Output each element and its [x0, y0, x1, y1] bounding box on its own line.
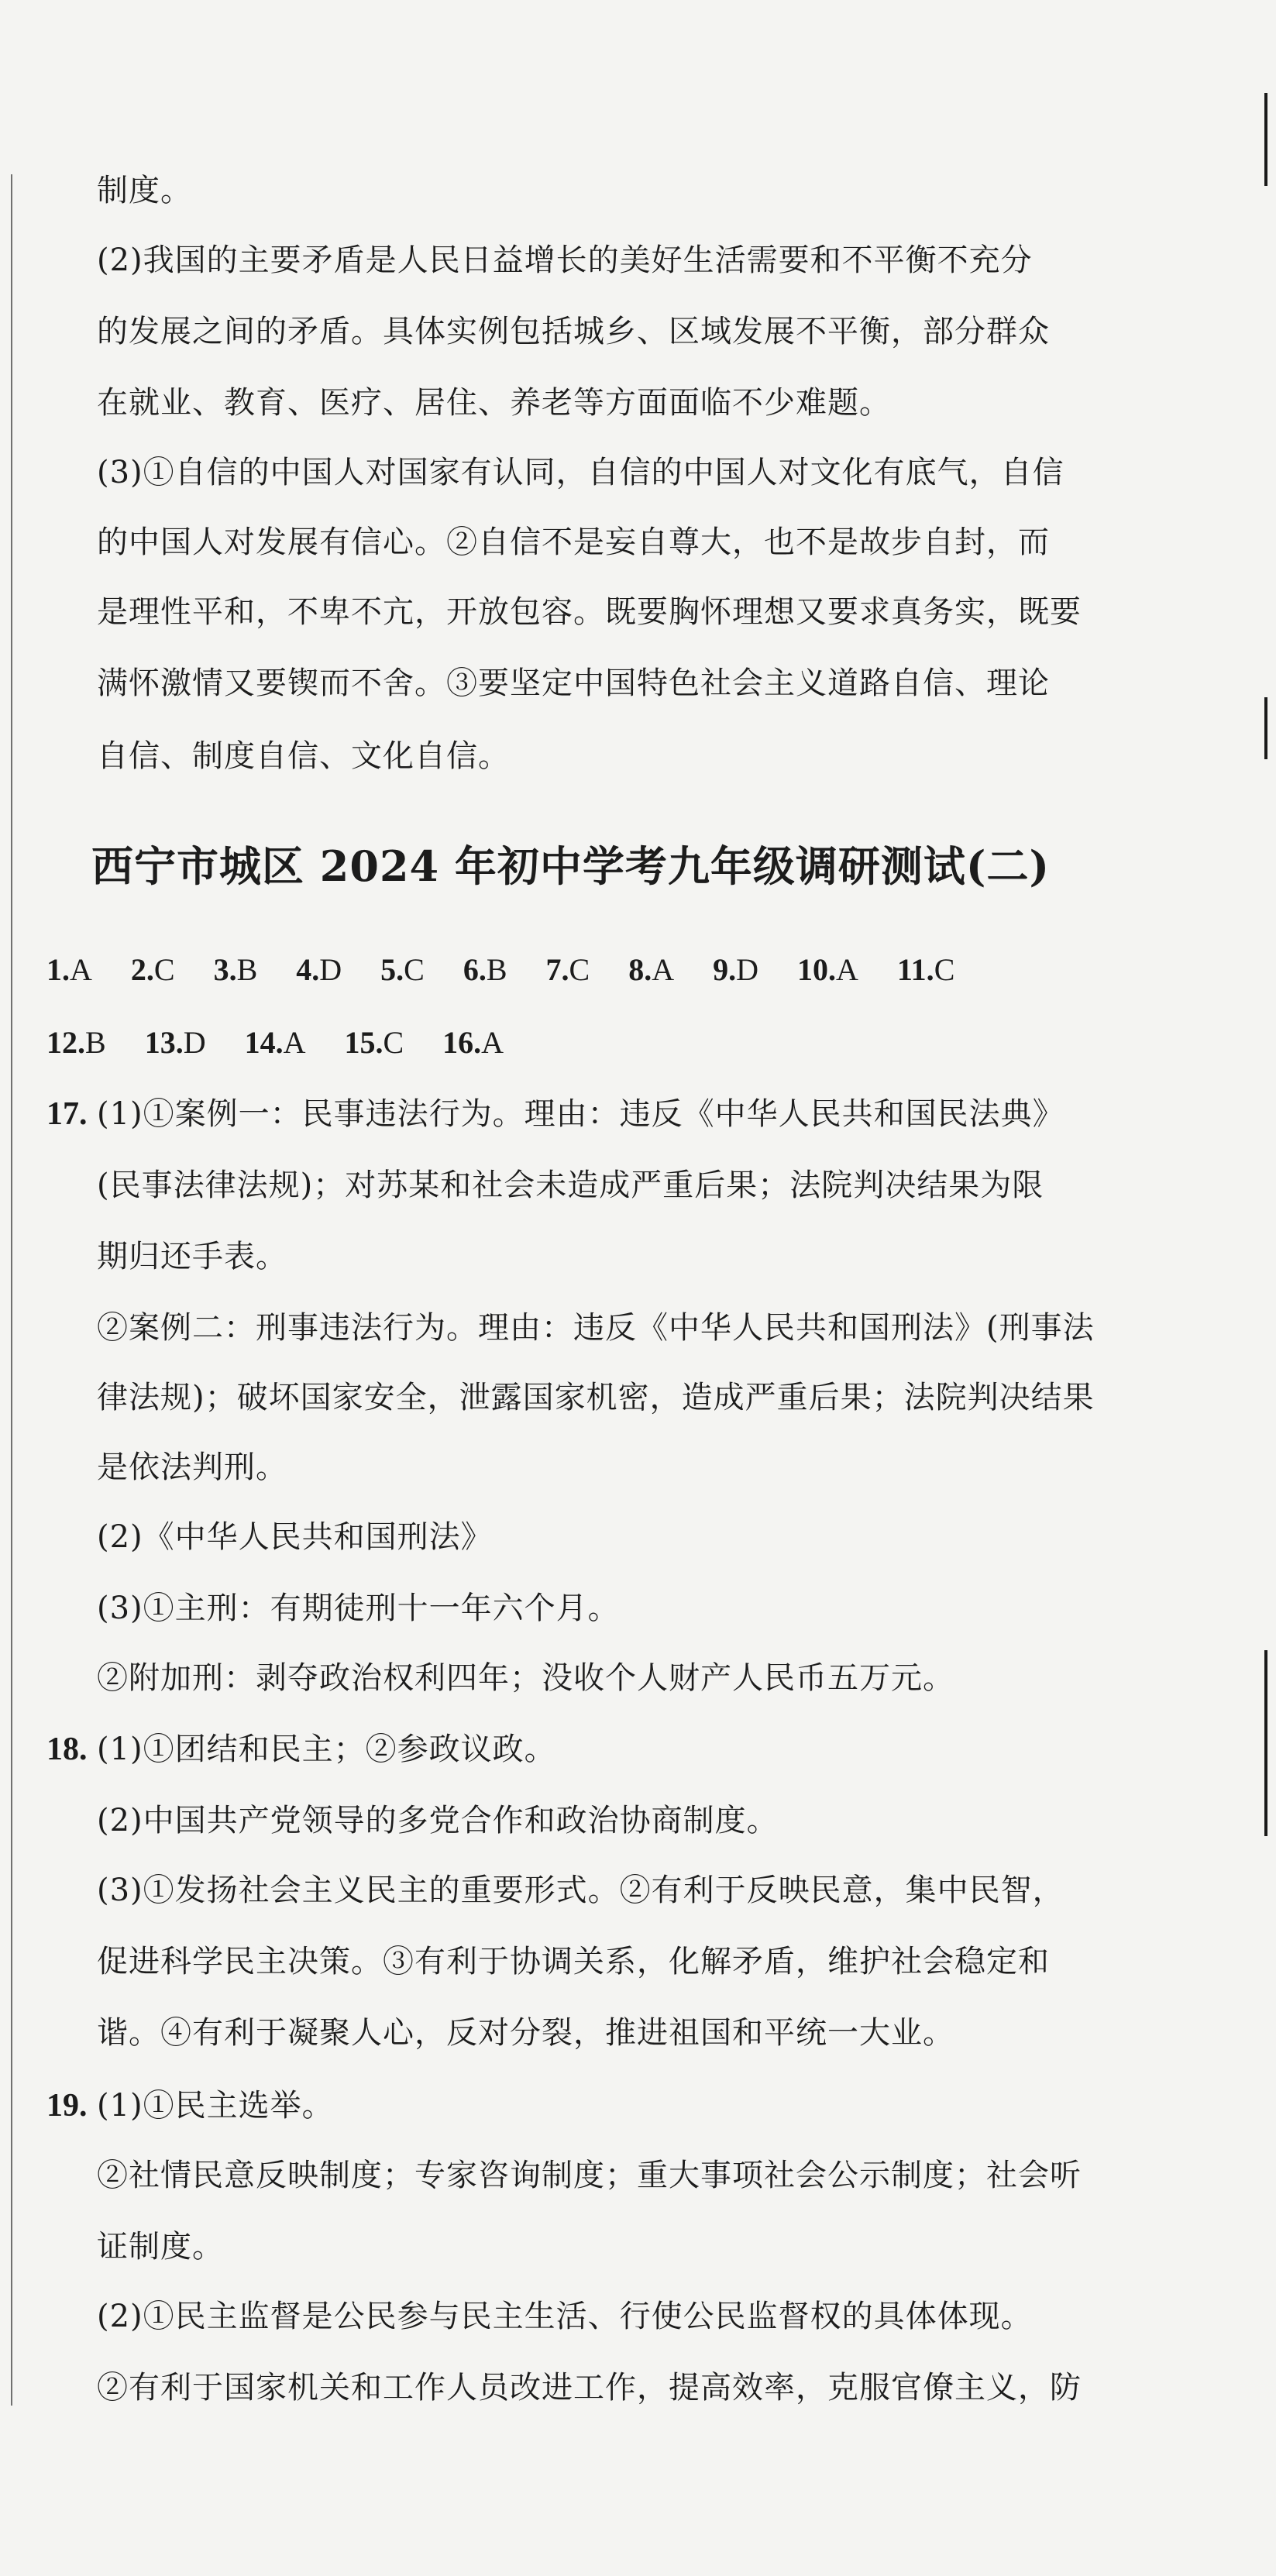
left-margin-line [11, 174, 12, 2406]
choice-answer: 4.D [296, 952, 342, 987]
text-line: 是理性平和，不卑不亢，开放包容。既要胸怀理想又要求真务实，既要 [97, 594, 1082, 630]
answer-line: 谐。④有利于凝聚人心，反对分裂，推进祖国和平统一大业。 [97, 2015, 954, 2051]
choice-answer: 8.A [628, 952, 675, 987]
text-line: 满怀激情又要锲而不舍。③要坚定中国特色社会主义道路自信、理论 [97, 665, 1050, 701]
answer-line: (1)①民主选举。 [97, 2088, 334, 2124]
answer-line: (1)①案例一：民事违法行为。理由：违反《中华人民共和国民法典》 [97, 1096, 1064, 1132]
answer-line: 律法规)；破坏国家安全，泄露国家机密，造成严重后果；法院判决结果 [97, 1380, 1095, 1415]
answer-line: (3)①发扬社会主义民主的重要形式。②有利于反映民意，集中民智， [97, 1873, 1064, 1908]
answer-line: ②案例二：刑事违法行为。理由：违反《中华人民共和国刑法》(刑事法 [97, 1310, 1095, 1346]
choice-answer: 5.C [380, 952, 425, 987]
answer-line: ②社情民意反映制度；专家咨询制度；重大事项社会公示制度；社会听 [97, 2158, 1082, 2193]
text-line: 自信、制度自信、文化自信。 [97, 738, 510, 774]
answer-line: (2)①民主监督是公民参与民主生活、行使公民监督权的具体体现。 [97, 2299, 1033, 2334]
scan-edge-mark [1264, 93, 1267, 186]
text-line: 的中国人对发展有信心。②自信不是妄自尊大，也不是故步自封，而 [97, 524, 1050, 560]
answer-line: (1)①团结和民主；②参政议政。 [97, 1732, 556, 1767]
choice-answer: 12.B [46, 1025, 106, 1060]
answer-line: 证制度。 [97, 2229, 224, 2265]
choice-answer: 13.D [144, 1025, 206, 1060]
answer-line: 期归还手表。 [97, 1239, 287, 1274]
question-number: 17. [46, 1096, 88, 1132]
choice-answer: 6.B [463, 952, 507, 987]
answer-line: (2)中国共产党领导的多党合作和政治协商制度。 [97, 1803, 779, 1838]
choice-answer: 1.A [46, 952, 92, 987]
answer-line: 促进科学民主决策。③有利于协调关系，化解矛盾，维护社会稳定和 [97, 1944, 1050, 1979]
question-number: 19. [46, 2088, 88, 2124]
answer-line: ②有利于国家机关和工作人员改进工作，提高效率，克服官僚主义，防 [97, 2370, 1082, 2406]
choice-answer: 3.B [213, 952, 258, 987]
text-line: (2)我国的主要矛盾是人民日益增长的美好生活需要和不平衡不充分 [97, 242, 1033, 278]
choice-answer: 10.A [797, 952, 858, 987]
scan-edge-mark [1264, 1650, 1267, 1836]
text-line: 在就业、教育、医疗、居住、养老等方面面临不少难题。 [97, 385, 891, 421]
text-line: 制度。 [97, 173, 192, 208]
choice-answers-row-1 [46, 947, 985, 993]
answer-line: (3)①主刑：有期徒刑十一年六个月。 [97, 1591, 620, 1626]
answer-line: (2)《中华人民共和国刑法》 [97, 1519, 493, 1555]
choice-answer: 9.D [713, 952, 758, 987]
choice-answer: 11.C [896, 952, 955, 987]
choice-answer: 16.A [442, 1025, 504, 1060]
section-title: 西宁市城区 2024 年初中学考九年级调研测试(二) [91, 841, 1050, 891]
scan-edge-mark [1264, 697, 1267, 759]
choice-answer: 14.A [244, 1025, 306, 1060]
choice-answers-row-2 [46, 1020, 535, 1066]
choice-answer: 7.C [545, 952, 590, 987]
answer-line: (民事法律法规)；对苏某和社会未造成严重后果；法院判决结果为限 [97, 1168, 1044, 1203]
choice-answer: 15.C [344, 1025, 404, 1060]
choice-answer: 2.C [130, 952, 175, 987]
text-line: (3)①自信的中国人对国家有认同，自信的中国人对文化有底气，自信 [97, 455, 1064, 490]
answer-line: ②附加刑：剥夺政治权利四年；没收个人财产人民币五万元。 [97, 1660, 954, 1696]
text-line: 的发展之间的矛盾。具体实例包括城乡、区域发展不平衡，部分群众 [97, 314, 1050, 349]
answer-line: 是依法判刑。 [97, 1450, 287, 1485]
question-number: 18. [46, 1732, 88, 1767]
